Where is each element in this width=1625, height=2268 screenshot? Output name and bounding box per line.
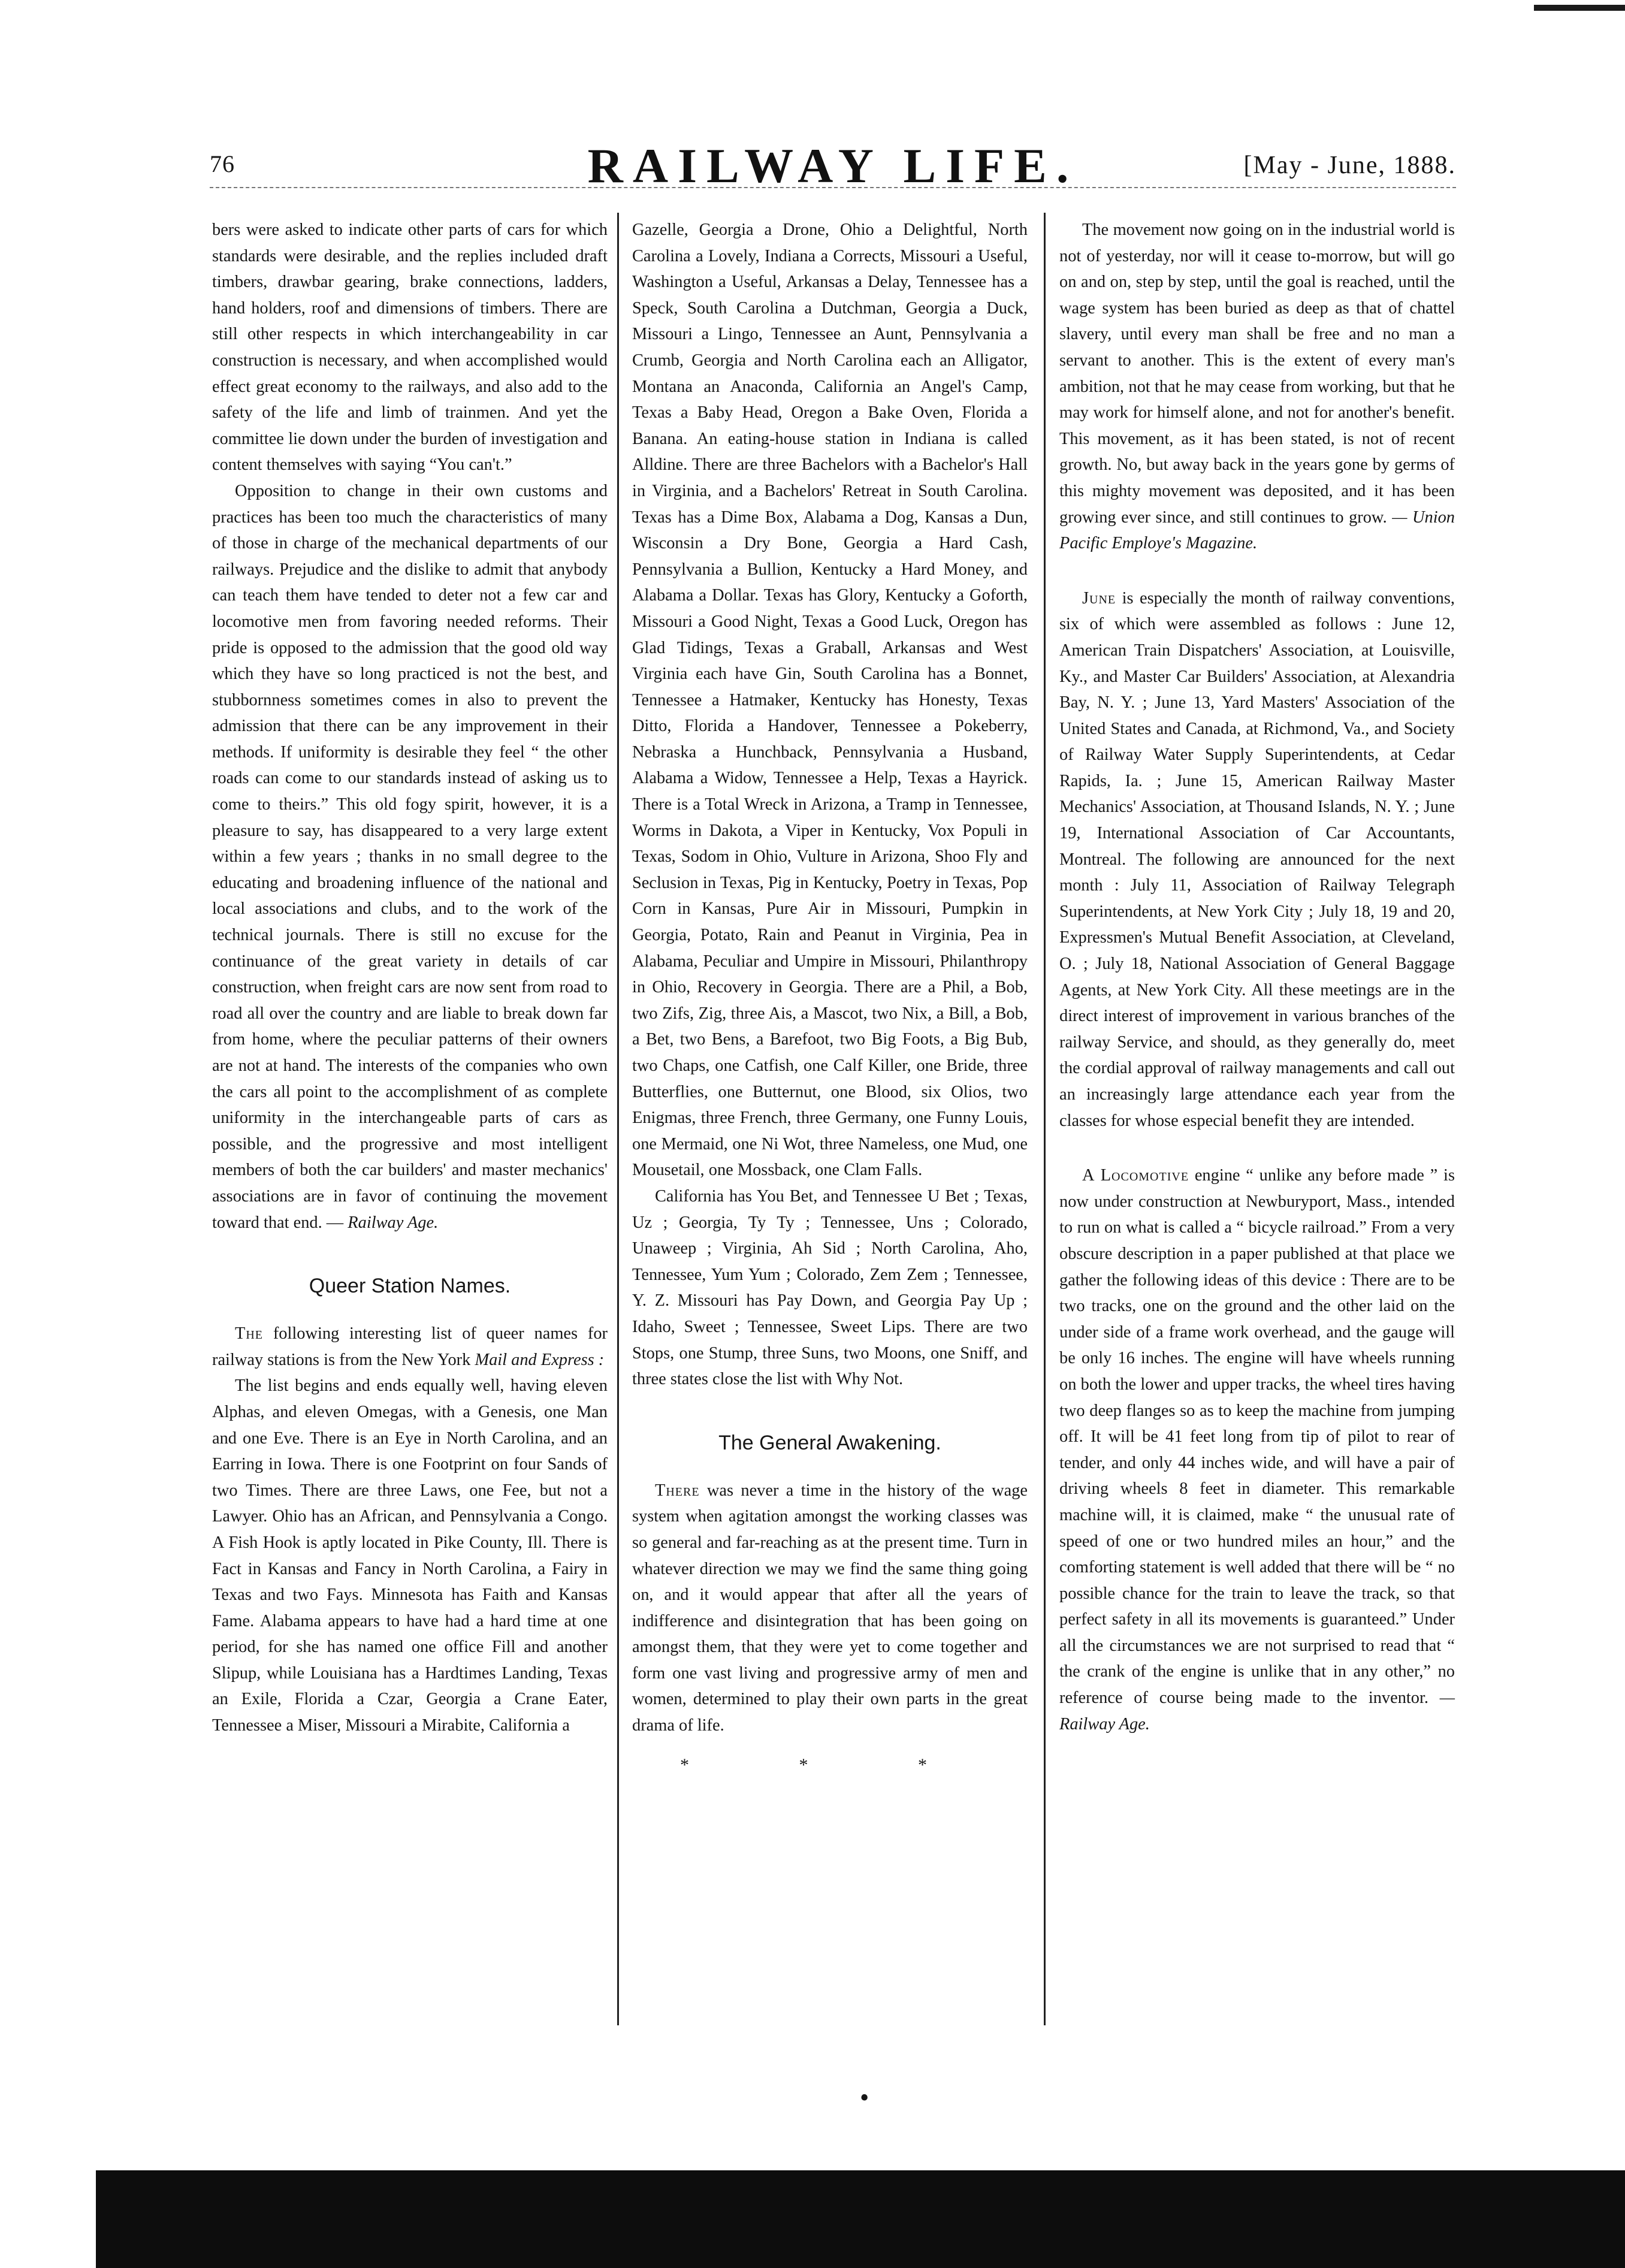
paragraph: bers were asked to indicate other parts of cars for which standards were desirable, and the replies included draft timbers, drawbar gearing, brake connections, ladders, hand holders, roof and dimensions of timbers. There are still other respects in which interchangeability in car construction is necessary, and when accomplished would effect great economy to the railways, and also add to the safety of the life and limb of trainmen. And yet the committee lie down under the burden of investigation and content themselves with saying “You can't.”	[212, 221, 608, 475]
source-credit: — Union Pacific Employe's Magazine.	[1059, 508, 1455, 553]
paragraph	[632, 1478, 1028, 1739]
section-stars: * * *	[680, 1754, 980, 1775]
source-credit: — Railway Age.	[1059, 1689, 1455, 1734]
paragraph	[212, 1321, 608, 1373]
page-header	[210, 138, 1456, 204]
paragraph: The list begins and ends equally well, having eleven Alphas, and eleven Omegas, with a Genesis, one Man and one Eve. There is an Eye in North Carolina, and an Earring in Iowa. There is one Footprint on four Sands of two Times. There are three Laws, one Fee, but not a Lawyer. Ohio has an African, and Pennsylvania a Congo. A Fish Hook is aptly located in Pike County, Ill. There is Fact in Kansas and Fancy in North Carolina, a Fairy in Texas and two Fays. Minnesota has Faith and Kansas Fame. Alabama appears to have had a hard time at one period, for she has named one office Fill and another Slipup, while Louisiana has a Hardtimes Landing, Texas an Exile, Florida a Czar, Georgia a Crane Eater, Tennessee a Miser, Missouri a Mirabite, California a	[212, 1376, 608, 1735]
paragraph: Opposition to change in their own customs and practices has been too much the characteristics of many of those in charge of the mechanical departments of our railways. Prejudice and the dislike to admit that anybody can teach them have tended to deter not a few car and locomotive men from favoring needed reforms. Their pride is opposed to the admission that the good old way which they have so long practiced is not the best, and stubbornness sometimes comes in also to prevent the admission that there can be any improvement in their methods. If uniformity is desirable they feel “ the other roads can come to our standards instead of asking us to come to theirs.” This old fogy spirit, however, it is a pleasure to say, has disappeared to a very large extent within a few years ; thanks in no small degree to the educating and broadening influence of the national and local associations and clubs, and to the work of the technical journals. There is still no excuse for the continuance of the great variety in details of car construction, when freight cars are now sent from road to road all over the country and are liable to break down far from home, where the peculiar patterns of their owners are not at hand. The interests of the companies who own the cars all point to the accomplishment of as complete uniformity in the interchangeable parts of cars as possible, and the progressive and most intelligent members of both the car builders' and master mechanics' associations are in favor of continuing the movement toward that end. — Railway Age.	[212, 481, 608, 1232]
issue-date: [May - June, 1888.	[1243, 152, 1456, 179]
lead-word: June	[1082, 588, 1116, 608]
source-credit: Mail and Express :	[475, 1350, 605, 1369]
paragraph	[1059, 217, 1455, 557]
lead-word: The	[235, 1324, 264, 1343]
paragraph: California has You Bet, and Tennessee U Bet ; Texas, Uz ; Georgia, Ty Ty ; Tennessee, Uns ; Colorado, Unaweep ; Virginia, Ah Sid ; North Carolina, Aho, Tennessee, Yum Yum ; Colorado, Zem Zem ; Tennessee, Y. Z. Missouri has Pay Down, and Georgia Pay Up ; Idaho, Sweet ; Tennessee, Sweet Lips. There are two Stops, one Stump, three Suns, two Moons, one Sniff, and three states close the list with Why Not.	[632, 1186, 1028, 1389]
lead-word: A Locomotive	[1082, 1166, 1189, 1185]
paragraph	[1059, 585, 1455, 1134]
top-edge-bar	[1534, 5, 1625, 11]
source-credit: Railway Age.	[348, 1213, 439, 1232]
paragraph-text: following interesting list of queer names for railway stations is from the New York	[212, 1324, 608, 1369]
paragraph	[1059, 1162, 1455, 1737]
column-2	[632, 217, 1028, 1778]
paragraph-text: engine “ unlike any before made ” is now under construction at Newburyport, Mass., intended to run on what is called a “ bicycle railroad.” From a very obscure description in a paper published at that place we gather the following ideas of this device : There are to be two tracks, one on the ground and the other laid on the under side of a frame work overhead, and the gauge will be only 16 inches. The engine will have wheels running on both the lower and upper tracks, the wheel tires having two deep flanges so as to keep the machine from jumping off. It will be 41 feet long from tip of pilot to rear of tender, and only 44 inches wide, and will have a pair of driving wheels 8 feet in diameter. This remarkable machine will, it is claimed, make “ the unusual rate of speed of one or two hundred miles an hour,” and the comforting statement is well added that there will be “ no possible chance for the train to leave the track, so that perfect safety in all its movements is guaranteed.” Under all the circumstances we are not surprised to read that “ the crank of the engine is unlike that in any other,” no reference of course being made to the inventor.	[1059, 1166, 1455, 1708]
paragraph-text: was never a time in the history of the wage system when agitation amongst the working classes was so general and far-reaching as at the present time. Turn in whatever direction we may we find the same thing going on, and it would appear that after all the years of indifference and disintegration that has been going on amongst them, that they were yet to come together and form one vast living and progressive army of men and women, determined to play their own parts in the great drama of life.	[632, 1481, 1028, 1735]
lead-word: There	[655, 1481, 700, 1500]
column-3	[1059, 217, 1455, 1737]
column-rule-2	[1044, 213, 1046, 2025]
article-heading: The General Awakening.	[718, 1431, 941, 1454]
paragraph-text: is especially the month of railway conventions, six of which were assembled as follows : June 12, American Train Dispatchers' Association, at Louisville, Ky., and Master Car Builders' Association, at Alexandria Bay, N. Y. ; June 13, Yard Masters' Association of the United States and Canada, at Richmond, Va., and Society of Railway Water Supply Superintendents, at Cedar Rapids, Ia. ; June 15, American Railway Master Mechanics' Association, at Thousand Islands, N. Y. ; June 19, International Association of Car Accountants, Montreal. The following are announced for the next month : July 11, Association of Railway Telegraph Superintendents, at New York City ; July 18, 19 and 20, Expressmen's Mutual Benefit Association, at Cleveland, O. ; July 18, National Association of General Baggage Agents, at New York City. All these meetings are in the direct interest of improvement in various branches of the railway Service, and should, as they generally do, meet the cordial approval of railway managements and call out an increasingly large attendance each year from the classes for whose especial benefit they are intended.	[1059, 588, 1455, 1130]
column-rule-1	[617, 213, 619, 2025]
bottom-edge-bar	[96, 2170, 1625, 2268]
page-number: 76	[210, 150, 235, 177]
masthead: RAILWAY LIFE.	[587, 138, 1079, 193]
article-heading: Queer Station Names.	[309, 1275, 511, 1298]
paragraph-text: The movement now going on in the industrial world is not of yesterday, nor will it cease to-morrow, but will go on and on, step by step, until the goal is reached, until the wage system has been buried as deep as that of chattel slavery, until every man shall be free and no man a servant to another. This is the extent of every man's ambition, not that he may cease from working, but that he may work for himself alone, and not for another's benefit. This movement, as it has been stated, is not of recent growth. No, but away back in the years gone by germs of this mighty movement was deposited, and it has been growing ever since, and still continues to grow.	[1059, 221, 1455, 527]
paragraph-text: Opposition to change in their own customs and practices has been too much the characteristics of many of those in charge of the mechanical departments of our railways. Prejudice and the dislike to admit that anybody can teach them have tended to deter not a few car and locomotive men from favoring needed reforms. Their pride is opposed to the admission that the good old way which they have so long practiced is not the best, and stubbornness sometimes comes in also to prevent the admission that there can be any improvement in their methods. If uniformity is desirable they feel “ the other roads can come to our standards instead of asking us to come to theirs.” This old fogy spirit, however, it is a pleasure to say, has disappeared to a very large extent within a few years ; thanks in no small degree to the educating and broadening influence of the national and local associations and clubs, and to the work of the technical journals. There is still no excuse for the continuance of the great variety in details of car construction, when freight cars are now sent from road to road all over the country and are liable to break down far from home, where the peculiar patterns of their owners are not at hand. The interests of the companies who own the cars all point to the accomplishment of as complete uniformity in the interchangeable parts of cars as possible, and the progressive and most intelligent members of both the car builders' and master mechanics' associations are in favor of continuing the movement toward that end.	[212, 481, 608, 1232]
column-1	[212, 217, 608, 1739]
header-rule	[210, 187, 1456, 188]
ornament-dot: •	[858, 2086, 871, 2111]
paragraph: Gazelle, Georgia a Drone, Ohio a Delightful, North Carolina a Lovely, Indiana a Corrects, Missouri a Useful, Washington a Useful, Arkansas a Delay, Tennessee has a Speck, South Carolina a Dutchman, Georgia a Duck, Missouri a Lingo, Tennessee an Aunt, Pennsylvania a Crumb, Georgia and North Carolina each an Alligator, Montana an Anaconda, California an Angel's Camp, Texas a Baby Head, Oregon a Bake Oven, Florida a Banana. An eating-house station in Indiana is called Alldine. There are three Bachelors with a Bachelor's Hall in Virginia, and a Bachelors' Retreat in South Carolina. Texas has a Dime Box, Alabama a Dog, Kansas a Dun, Wisconsin a Dry Bone, Georgia a Hard Cash, Pennsylvania a Bullion, Kentucky a Hard Money, and Alabama a Dollar. Texas has Glory, Kentucky a Goforth, Missouri a Good Night, Texas a Good Luck, Oregon has Glad Tidings, Texas a Graball, Arkansas and West Virginia each have Gin, South Carolina has a Bonnet, Tennessee a Hatmaker, Kentucky has Honesty, Texas Ditto, Florida a Handover, Tennessee a Pokeberry, Nebraska a Hunchback, Pennsylvania a Husband, Alabama a Widow, Tennessee a Help, Texas a Hayrick. There is a Total Wreck in Arizona, a Tramp in Tennessee, Worms in Dakota, a Viper in Kentucky, Vox Populi in Texas, Sodom in Ohio, Vulture in Arizona, Shoo Fly and Seclusion in Texas, Pig in Kentucky, Poetry in Texas, Pop Corn in Kansas, Pure Air in Missouri, Pumpkin in Georgia, Potato, Rain and Peanut in Virginia, Pea in Alabama, Peculiar and Umpire in Missouri, Philanthropy in Ohio, Recovery in Georgia. There are a Phil, a Bob, two Zifs, Zig, three Ais, a Mascot, two Nix, a Bill, a Bob, a Bet, two Bens, a Barefoot, two Big Foots, a Big Bub, two Chaps, one Catfish, one Calf Killer, one Bride, three Butterflies, one Butternut, one Blood, six Olios, two Enigmas, three French, three Germany, one Funny Louis, one Mermaid, one Ni Wot, three Nameless, one Mud, one Mousetail, one Mossback, one Clam Falls.	[632, 221, 1028, 1180]
